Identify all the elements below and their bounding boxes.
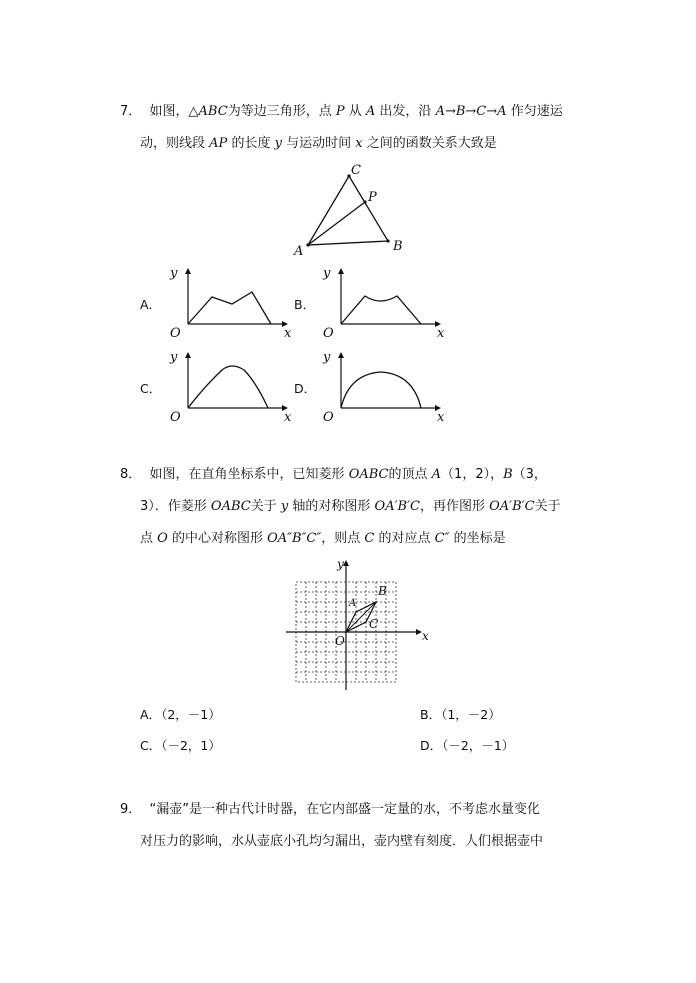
q7-option-d-graph[interactable] — [323, 350, 445, 425]
q9-line-1: 9． “漏壶”是一种古代计时器，在它内部盛一定量的水，不考虑水量变化 — [120, 802, 541, 817]
graph-a-curve — [188, 292, 271, 324]
svg-text:x: x — [437, 326, 445, 341]
svg-text:y: y — [323, 350, 331, 365]
q9-line-2: 对压力的影响，水从壶底小孔均匀漏出，壶内壁有刻度．人们根据壶中 — [140, 834, 544, 849]
q7-option-b-graph[interactable] — [323, 266, 445, 341]
q7-option-a-graph[interactable] — [170, 266, 292, 341]
label-c: C — [351, 163, 361, 178]
vertex-a-dot — [306, 243, 309, 246]
label-a: A — [294, 244, 304, 259]
q7-option-d-label[interactable]: D． — [294, 381, 317, 396]
graph-b-curve — [341, 296, 421, 324]
q8-grid-figure — [284, 556, 434, 696]
svg-text:O: O — [170, 410, 181, 425]
q8-option-b[interactable]: B．（1，－2） — [420, 707, 501, 722]
svg-text:B: B — [378, 584, 387, 598]
q7-triangle-figure — [288, 162, 418, 257]
svg-text:O: O — [335, 634, 345, 648]
svg-text:A: A — [349, 598, 357, 609]
svg-text:C: C — [369, 617, 379, 631]
q8-number: 8． — [120, 467, 142, 482]
svg-text:y: y — [337, 557, 344, 571]
q8-option-d[interactable]: D．（－2，－1） — [420, 738, 515, 753]
q7-line-2: 动，则线段 AP 的长度 y 与运动时间 x 之间的函数关系大致是 — [140, 136, 497, 151]
svg-text:x: x — [284, 326, 292, 341]
segment-ap — [308, 202, 365, 245]
svg-text:x: x — [284, 410, 292, 425]
vertex-b-dot — [386, 239, 389, 242]
svg-text:y: y — [323, 266, 331, 281]
triangle-abc — [308, 176, 388, 245]
label-p: P — [368, 190, 377, 205]
q8-line-3: 点 O 的中心对称图形 OA″B″C″，则点 C 的对应点 C″ 的坐标是 — [140, 531, 506, 546]
q9-number: 9． — [120, 802, 142, 817]
q8-option-c[interactable]: C．（－2，1） — [140, 738, 221, 753]
svg-text:x: x — [422, 629, 429, 643]
svg-text:y: y — [170, 350, 178, 365]
q7-option-b-label[interactable]: B． — [294, 297, 316, 312]
point-p-dot — [363, 200, 366, 203]
svg-text:y: y — [170, 266, 178, 281]
svg-text:O: O — [323, 410, 334, 425]
q7-line-1: 7． 如图，△ABC为等边三角形，点 P 从 A 出发，沿 A→B→C→A 作匀速运 — [120, 104, 563, 119]
svg-text:O: O — [170, 326, 181, 341]
svg-text:O: O — [323, 326, 334, 341]
q7-number: 7． — [120, 104, 142, 119]
q7-option-c-graph[interactable] — [170, 350, 292, 425]
q8-option-a[interactable]: A．（2，－1） — [140, 707, 221, 722]
q8-line-2: 3）．作菱形 OABC关于 y 轴的对称图形 OA′B′C，再作图形 OA′B′C关于 — [140, 499, 561, 514]
q7-option-c-label[interactable]: C． — [140, 381, 162, 396]
q7-option-a-label[interactable]: A． — [140, 297, 162, 312]
label-b: B — [393, 239, 403, 254]
graph-c-curve — [188, 366, 268, 408]
svg-text:x: x — [437, 410, 445, 425]
graph-d-curve — [341, 372, 421, 408]
q8-line-1: 8． 如图，在直角坐标系中，已知菱形 OABC的顶点 A（1，2），B（3， — [120, 467, 547, 482]
